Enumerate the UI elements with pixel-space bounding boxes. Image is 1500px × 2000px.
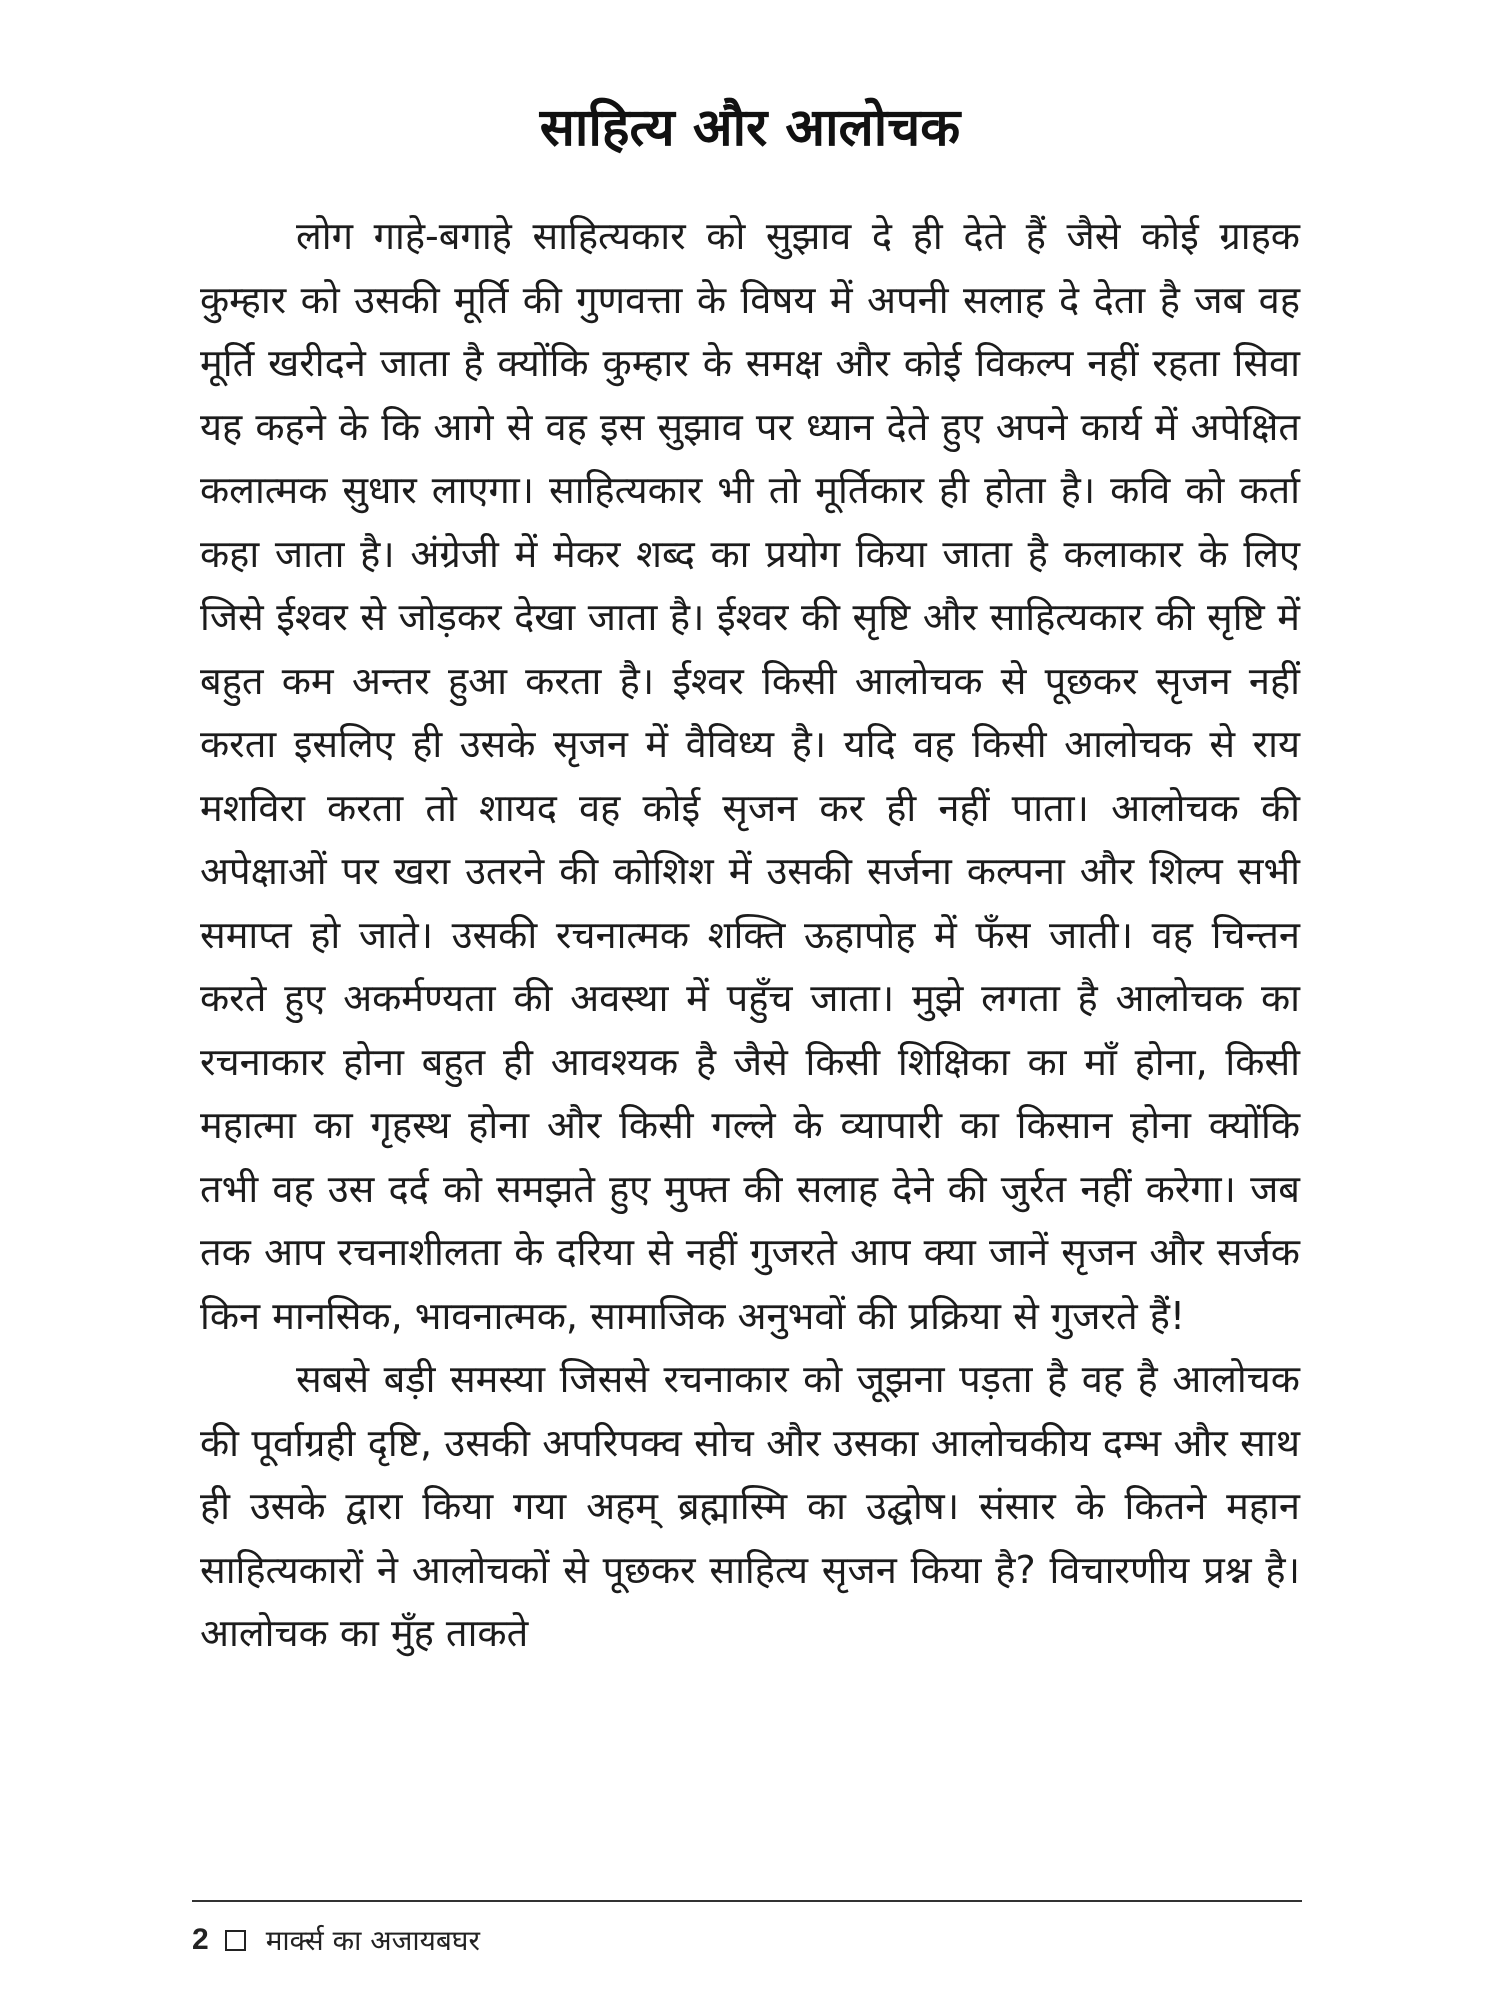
chapter-title: साहित्य और आलोचक [539, 98, 961, 158]
chapter-body [200, 205, 1300, 1666]
paragraph-1: लोग गाहे-बगाहे साहित्यकार को सुझाव दे ही देते हैं जैसे कोई ग्राहक कुम्हार को उसकी मूर्ति की गुणवत्ता के विषय में अपनी सलाह दे देता है जब वह मूर्ति खरीदने जाता है क्योंकि कुम्हार के समक्ष और कोई विकल्प नहीं रहता सिवा यह कहने के कि आगे से वह इस सुझाव पर ध्यान देते हुए अपने कार्य में अपेक्षित कलात्मक सुधार लाएगा। साहित्यकार भी तो मूर्तिकार ही होता है। कवि को कर्ता कहा जाता है। अंग्रेजी में मेकर शब्द का प्रयोग किया जाता है कलाकार के लिए जिसे ईश्वर से जोड़कर देखा जाता है। ईश्वर की सृष्टि और साहित्यकार की सृष्टि में बहुत कम अन्तर हुआ करता है। ईश्वर किसी आलोचक से पूछकर सृजन नहीं करता इसलिए ही उसके सृजन में वैविध्य है। यदि वह किसी आलोचक से राय मशविरा करता तो शायद वह कोई सृजन कर ही नहीं पाता। आलोचक की अपेक्षाओं पर खरा उतरने की कोशिश में उसकी सर्जना कल्पना और शिल्प सभी समाप्त हो जाते। उसकी रचनात्मक शक्ति ऊहापोह में फँस जाती। वह चिन्तन करते हुए अकर्मण्यता की अवस्था में पहुँच जाता। मुझे लगता है आलोचक का रचनाकार होना बहुत ही आवश्यक है जैसे किसी शिक्षिका का माँ होना, किसी महात्मा का गृहस्थ होना और किसी गल्ले के व्यापारी का किसान होना क्योंकि तभी वह उस दर्द को समझते हुए मुफ्त की सलाह देने की जुर्रत नहीं करेगा। जब तक आप रचनाशीलता के दरिया से नहीं गुजरते आप क्या जानें सृजन और सर्जक किन मानसिक, भावनात्मक, सामाजिक अनुभवों की प्रक्रिया से गुजरते हैं! [200, 214, 1300, 1338]
page-number: 2 [192, 1923, 209, 1956]
square-icon [225, 1930, 246, 1951]
page-footer [192, 1920, 480, 1960]
footer-divider [192, 1900, 1302, 1902]
paragraph-2: सबसे बड़ी समस्या जिससे रचनाकार को जूझना पड़ता है वह है आलोचक की पूर्वाग्रही दृष्टि, उसकी अपरिपक्व सोच और उसका आलोचकीय दम्भ और साथ ही उसके द्वारा किया गया अहम् ब्रह्मास्मि का उद्घोष। संसार के कितने महान साहित्यकारों ने आलोचकों से पूछकर साहित्य सृजन किया है? विचारणीय प्रश्न है। आलोचक का मुँह ताकते [200, 1357, 1300, 1655]
book-title: मार्क्स का अजायबघर [265, 1924, 480, 1957]
